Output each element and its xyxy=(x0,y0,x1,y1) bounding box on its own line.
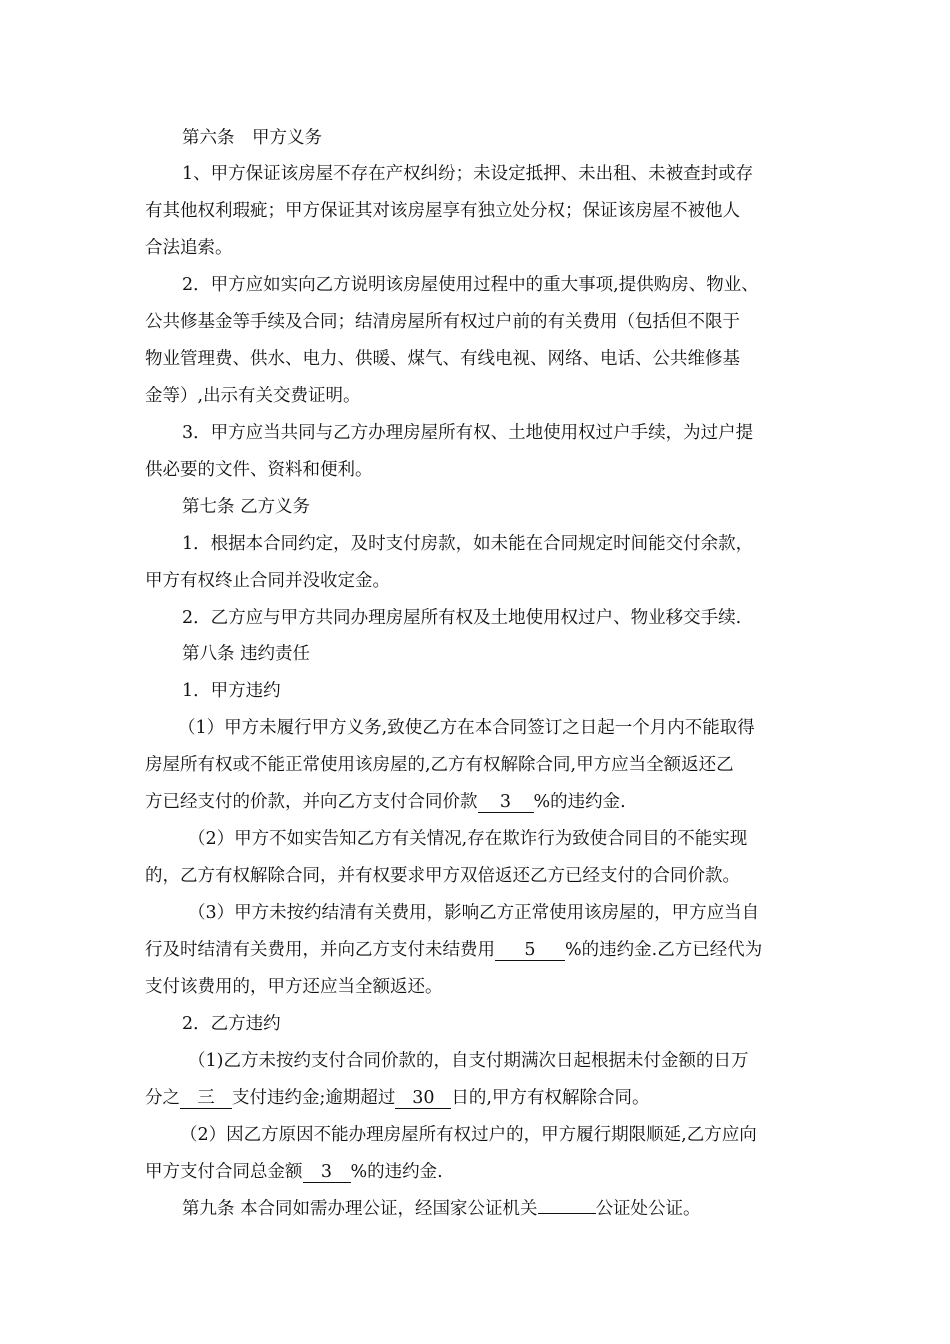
overdue-days-b1: 30 xyxy=(395,1088,451,1109)
article-6-item-2-line-3: 物业管理费、供水、电力、供暖、煤气、有线电视、网络、电话、公共维修基 xyxy=(145,349,740,369)
clause-a1-text-post: %的违约金. xyxy=(533,792,626,812)
clause-b2-text-post: %的违约金. xyxy=(350,1162,443,1182)
clause-a3-text-pre: 行及时结清有关费用，并向乙方支付未结费用 xyxy=(145,940,495,960)
article-6-item-3-line-2: 供必要的文件、资料和便利。 xyxy=(145,460,373,480)
article-8-heading: 第八条 违约责任 xyxy=(182,644,311,664)
clause-a1-line-1: （1）甲方未履行甲方义务,致使乙方在本合同签订之日起一个月内不能取得 xyxy=(178,718,755,738)
clause-b2-line-1: （2）因乙方原因不能办理房屋所有权过户的，甲方履行期限顺延,乙方应向 xyxy=(180,1125,757,1145)
article-6-item-2-line-4: 金等）,出示有关交费证明。 xyxy=(145,386,361,406)
clause-b2-text-pre: 甲方支付合同总金额 xyxy=(145,1162,303,1182)
daily-rate-b1: 三 xyxy=(180,1088,232,1109)
clause-b1-line-2 xyxy=(145,1086,649,1110)
notary-office-blank xyxy=(538,1213,596,1214)
article-6-item-1-line-1: 1、甲方保证该房屋不存在产权纠纷；未设定抵押、未出租、未被查封或存 xyxy=(182,164,754,184)
clause-a2-line-1: （2）甲方不如实告知乙方有关情况,存在欺诈行为致使合同目的不能实现 xyxy=(188,829,748,849)
clause-a3-line-1: （3）甲方未按约结清有关费用，影响乙方正常使用该房屋的，甲方应当自 xyxy=(188,903,760,923)
clause-a3-text-post: %的违约金.乙方已经代为 xyxy=(565,940,763,960)
article-9-text-post: 公证处公证。 xyxy=(595,1199,701,1219)
article-7-item-1-line-2: 甲方有权终止合同并没收定金。 xyxy=(145,571,390,591)
article-7-heading: 第七条 乙方义务 xyxy=(182,497,311,517)
penalty-rate-a3: 5 xyxy=(495,940,565,961)
clause-b1-text-pre: 分之 xyxy=(145,1088,180,1108)
clause-a1-line-2: 房屋所有权或不能正常使用该房屋的,乙方有权解除合同,甲方应当全额返还乙 xyxy=(145,755,734,775)
article-6-heading: 第六条 甲方义务 xyxy=(182,128,322,148)
clause-b1-text-post: 日的,甲方有权解除合同。 xyxy=(451,1088,650,1108)
article-7-item-2: 2．乙方应与甲方共同办理房屋所有权及土地使用权过户、物业移交手续. xyxy=(182,608,742,628)
article-9-line xyxy=(182,1197,701,1221)
party-b-breach-heading: 2．乙方违约 xyxy=(182,1014,281,1034)
article-9-text-pre: 第九条 本合同如需办理公证，经国家公证机关 xyxy=(182,1199,538,1219)
article-6-item-1-line-2: 有其他权利瑕疵；甲方保证其对该房屋享有独立处分权；保证该房屋不被他人 xyxy=(145,201,740,221)
article-7-item-1-line-1: 1．根据本合同约定，及时支付房款，如未能在合同规定时间能交付余款， xyxy=(182,534,754,554)
penalty-rate-a1: 3 xyxy=(478,792,534,813)
article-6-item-2-line-2: 公共修基金等手续及合同；结清房屋所有权过户前的有关费用（包括但不限于 xyxy=(145,312,740,332)
clause-b2-line-2 xyxy=(145,1160,443,1184)
clause-a3-line-3: 支付该费用的，甲方还应当全额返还。 xyxy=(145,977,443,997)
penalty-rate-b2: 3 xyxy=(303,1162,351,1183)
clause-a1-line-3 xyxy=(145,790,626,814)
article-6-item-3-line-1: 3．甲方应当共同与乙方办理房屋所有权、土地使用权过户手续，为过户提 xyxy=(182,423,754,443)
clause-b1-text-mid: 支付违约金;逾期超过 xyxy=(232,1088,396,1108)
clause-b1-line-1: （1)乙方未按约支付合同价款的，自支付期满次日起根据未付金额的日万 xyxy=(188,1051,749,1071)
party-a-breach-heading: 1．甲方违约 xyxy=(182,681,281,701)
clause-a1-text-pre: 方已经支付的价款，并向乙方支付合同价款 xyxy=(145,792,478,812)
clause-a3-line-2 xyxy=(145,938,762,962)
article-6-item-1-line-3: 合法追索。 xyxy=(145,238,233,258)
article-6-item-2-line-1: 2．甲方应如实向乙方说明该房屋使用过程中的重大事项,提供购房、物业、 xyxy=(182,275,759,295)
clause-a2-line-2: 的，乙方有权解除合同，并有权要求甲方双倍返还乙方已经支付的合同价款。 xyxy=(145,866,740,886)
